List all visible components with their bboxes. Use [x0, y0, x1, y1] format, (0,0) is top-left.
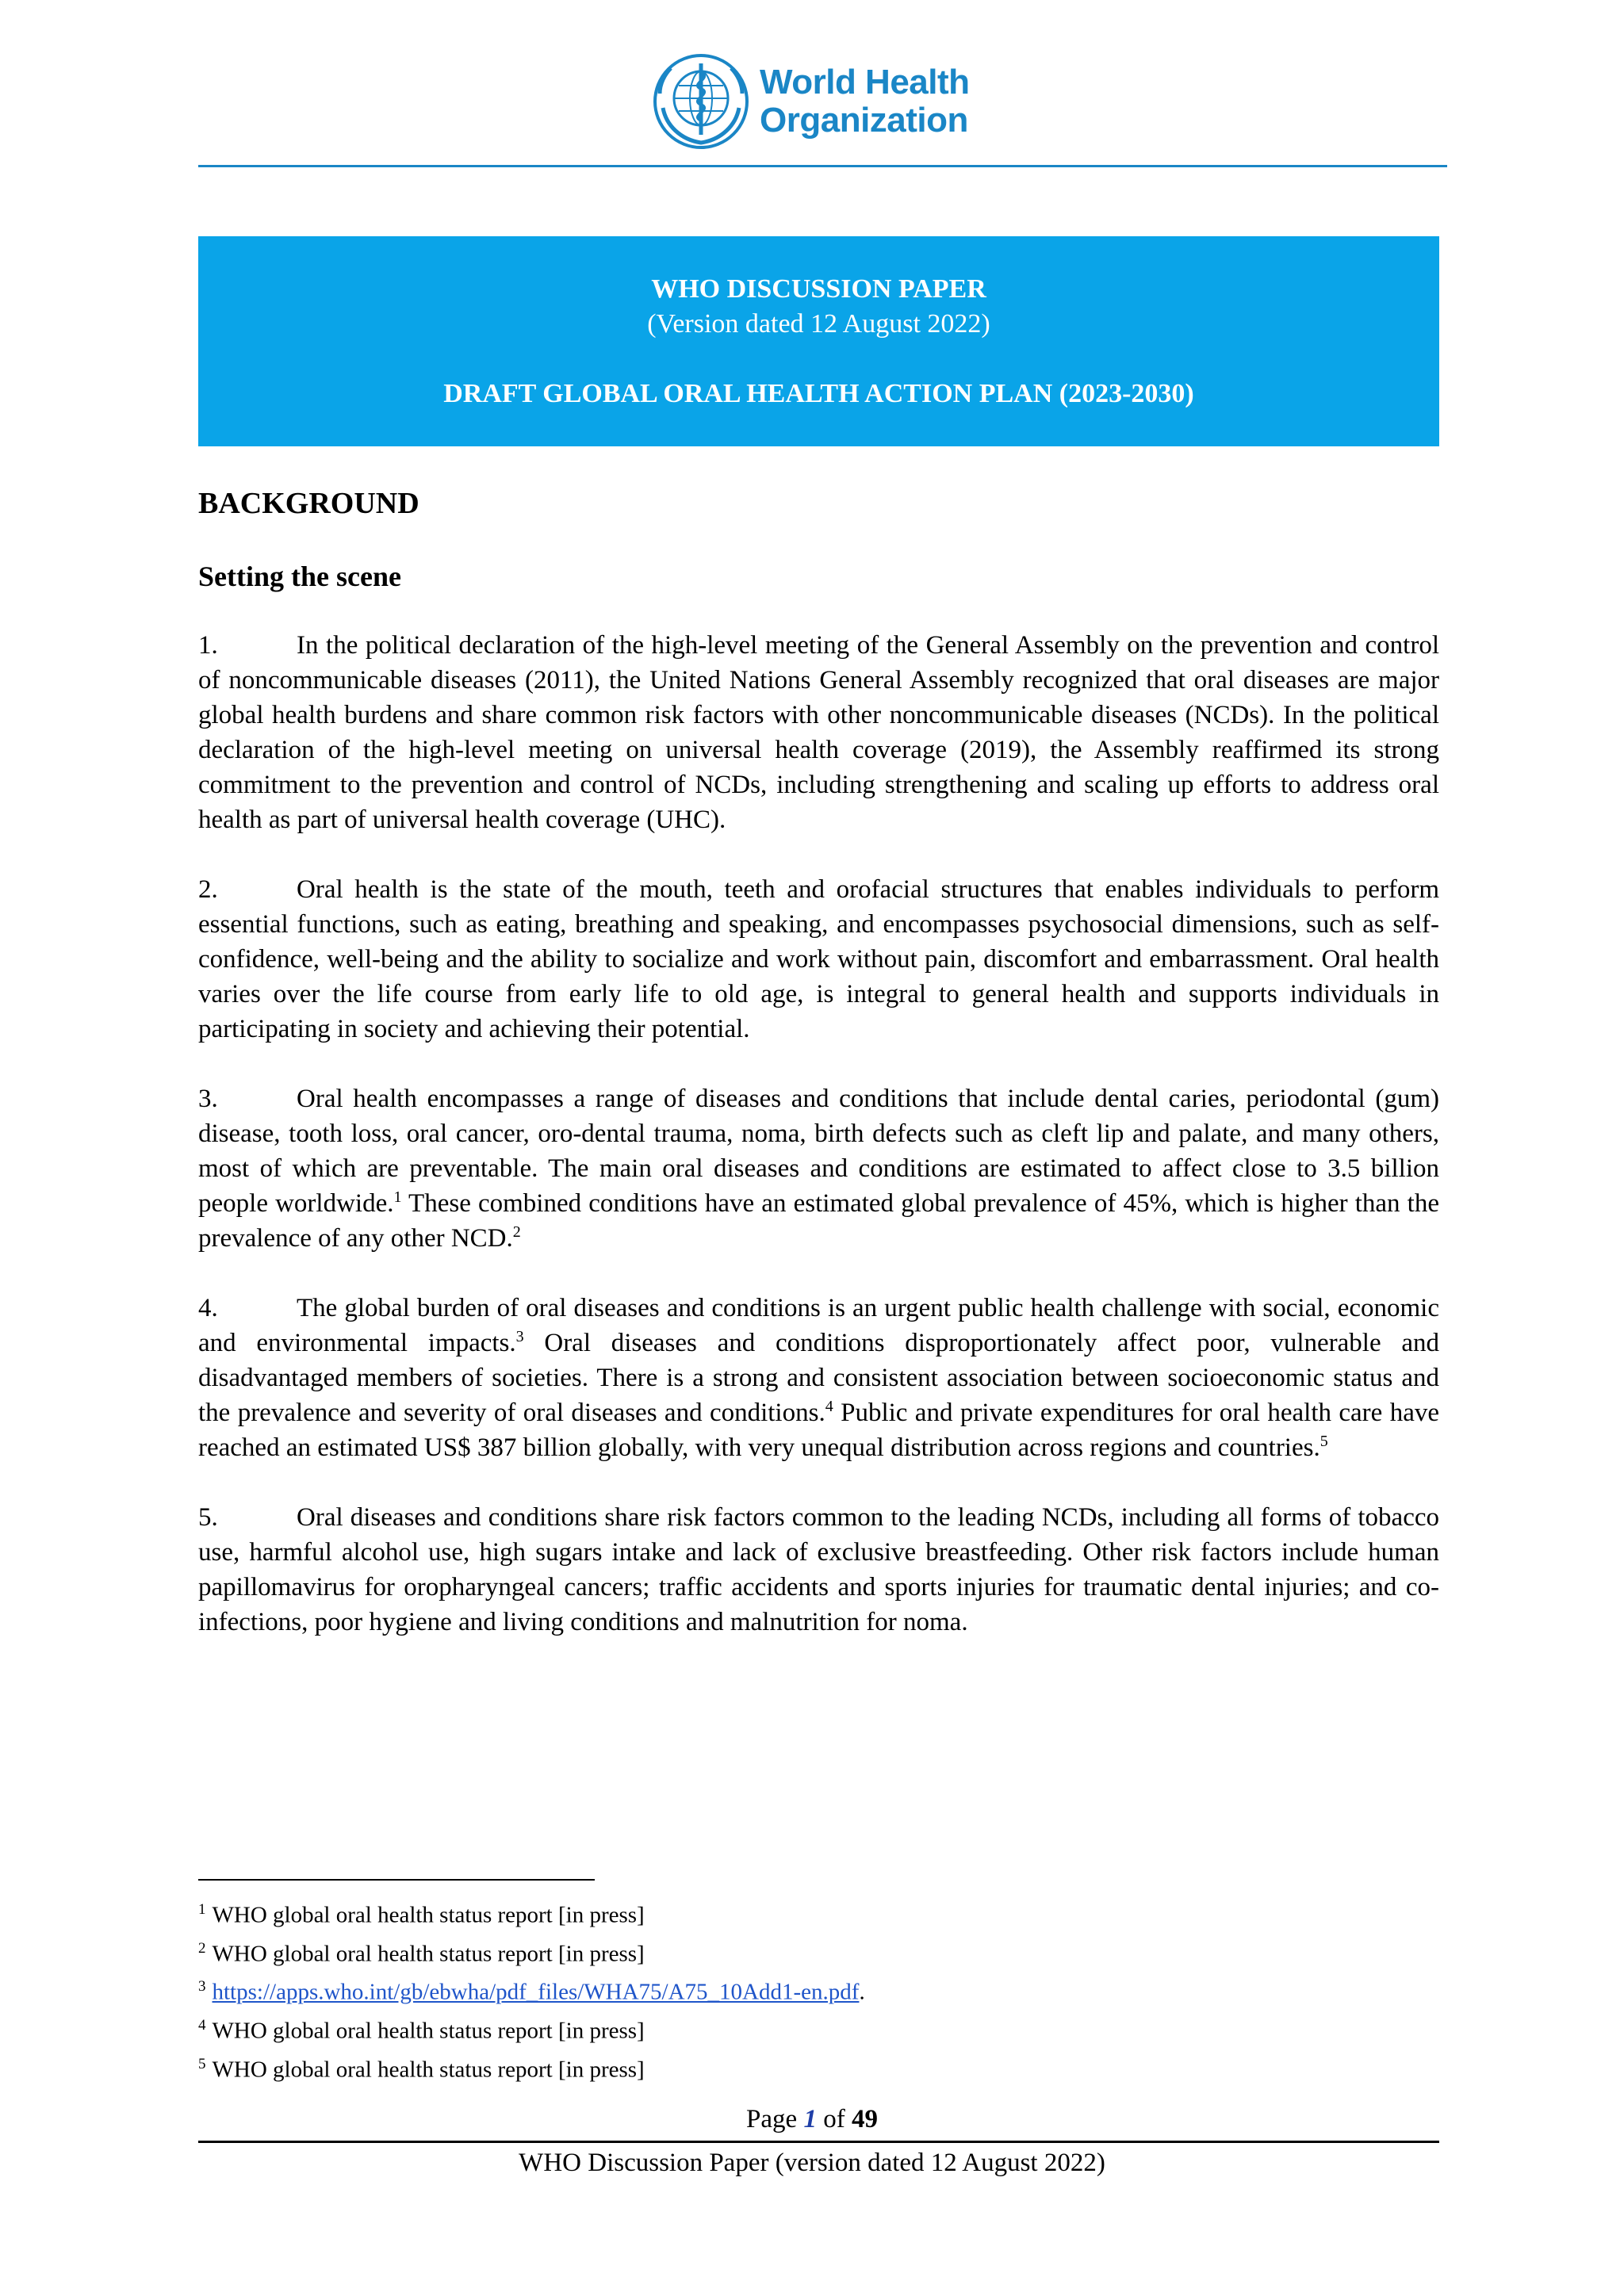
footnote-text: WHO global oral health status report [in press] [212, 2018, 645, 2044]
footnote-separator [198, 1879, 595, 1881]
footnote-number: 3 [198, 1978, 206, 1996]
header-rule [198, 165, 1447, 167]
page-prefix: Page [746, 2105, 804, 2133]
footnote-text: WHO global oral health status report [in press] [212, 1941, 645, 1967]
paragraph-2 [198, 872, 1439, 1047]
footnote-number: 2 [198, 1939, 206, 1957]
paragraph-text: Oral diseases and conditions share risk factors common to the leading NCDs, including all forms of tobacco use, harmful alcohol use, high sugars intake and lack of exclusive breastfeeding. Other risk factors include human papillomavirus for oropharyngeal cancers; traffic accidents and sports injuries for traumatic dental injuries; and co-infections, poor hygiene and living conditions and malnutrition for noma. [198, 1503, 1439, 1636]
paragraph-5 [198, 1500, 1439, 1640]
footnote-3 [198, 1970, 1439, 2009]
paragraph-text: Oral health is the state of the mouth, teeth and orofacial structures that enables individuals to perform essential functions, such as eating, breathing and speaking, and encompasses psychosocial dimensions, such as self-confidence, well-being and the ability to socialize and work without pain, discomfort and embarrassment. Oral health varies over the life course from early life to old age, is integral to general health and supports individuals in participating in society and achieving their potential. [198, 875, 1439, 1043]
who-logo-text [760, 63, 970, 140]
paragraph-text: The global burden of oral diseases and conditions is an urgent public health challenge with social, economic and environmental impacts. [198, 1294, 1439, 1357]
paragraph-1 [198, 628, 1439, 837]
footnote-2 [198, 1932, 1439, 1971]
page-of: of [816, 2105, 852, 2133]
footnote-ref[interactable]: 5 [1320, 1433, 1328, 1450]
footnote-ref[interactable]: 2 [512, 1223, 521, 1241]
banner-title: WHO DISCUSSION PAPER [651, 274, 986, 304]
paragraph-text: Oral health encompasses a range of diseases and conditions that include dental caries, periodontal (gum) disease, tooth loss, oral cancer, oro-dental trauma, noma, birth defects such as cleft lip and palate, and many others, most of which are preventable. The main oral diseases and conditions are estimated to affect close to 3.5 billion people worldwide. [198, 1085, 1439, 1218]
banner-plan-title: DRAFT GLOBAL ORAL HEALTH ACTION PLAN (2023-2030) [443, 379, 1194, 408]
footnote-5 [198, 2048, 1439, 2087]
footer-rule [198, 2141, 1439, 2143]
logo-line-1: World Health [760, 63, 970, 101]
who-emblem-icon [652, 52, 750, 151]
page-current: 1 [803, 2105, 817, 2133]
paragraph-number: 3. [198, 1085, 218, 1113]
footnote-text: WHO global oral health status report [in press] [212, 1902, 645, 1928]
paragraph-text: Public and private expenditures for oral health care have reached an estimated US$ 387 billion globally, with very unequal distribution across regions and countries. [198, 1399, 1439, 1462]
footnote-1 [198, 1893, 1439, 1932]
subsection-heading: Setting the scene [198, 561, 401, 592]
footnote-4 [198, 2009, 1439, 2048]
footer-text: WHO Discussion Paper (version dated 12 August 2022) [519, 2149, 1105, 2177]
title-banner [198, 236, 1439, 446]
section-heading: BACKGROUND [198, 487, 419, 520]
footnote-number: 5 [198, 2055, 206, 2072]
footnote-ref[interactable]: 4 [825, 1398, 833, 1415]
paragraph-number: 2. [198, 875, 218, 904]
footnote-text: WHO global oral health status report [in press] [212, 2057, 645, 2083]
banner-version: (Version dated 12 August 2022) [647, 309, 990, 339]
footnote-ref[interactable]: 3 [515, 1328, 524, 1345]
paragraph-3 [198, 1081, 1439, 1256]
paragraph-text: These combined conditions have an estimated global prevalence of 45%, which is higher than the prevalence of any other NCD. [198, 1189, 1439, 1253]
footnote-number: 1 [198, 1901, 206, 1918]
logo-line-2: Organization [760, 101, 968, 140]
paragraph-text: In the political declaration of the high-level meeting of the General Assembly on the prevention and control of noncommunicable diseases (2011), the United Nations General Assembly recognized that oral diseases are major global health burdens and share common risk factors with other noncommunicable diseases (NCDs). In the political declaration of the high-level meeting on universal health coverage (2019), the Assembly reaffirmed its strong commitment to the prevention and control of NCDs, including strengthening and scaling up efforts to address oral health as part of universal health coverage (UHC). [198, 631, 1439, 834]
paragraph-number: 4. [198, 1294, 218, 1322]
page-total: 49 [851, 2105, 878, 2133]
page-number [0, 2105, 1624, 2134]
paragraph-4 [198, 1291, 1439, 1465]
who-logo [652, 52, 985, 154]
footnote-ref[interactable]: 1 [393, 1188, 402, 1206]
footnotes [198, 1893, 1439, 2086]
footnote-suffix: . [859, 1979, 865, 2005]
footnote-link[interactable]: https://apps.who.int/gb/ebwha/pdf_files/WHA75/A75_10Add1-en.pdf [212, 1979, 860, 2005]
document-body [198, 485, 1439, 1674]
footnote-number: 4 [198, 2016, 206, 2034]
paragraph-number: 5. [198, 1503, 218, 1532]
paragraph-number: 1. [198, 631, 218, 660]
paragraph-text: Oral diseases and conditions disproportionately affect poor, vulnerable and disadvantaged members of societies. There is a strong and consistent association between socioeconomic status and the prevalence and severity of oral diseases and conditions. [198, 1329, 1439, 1427]
